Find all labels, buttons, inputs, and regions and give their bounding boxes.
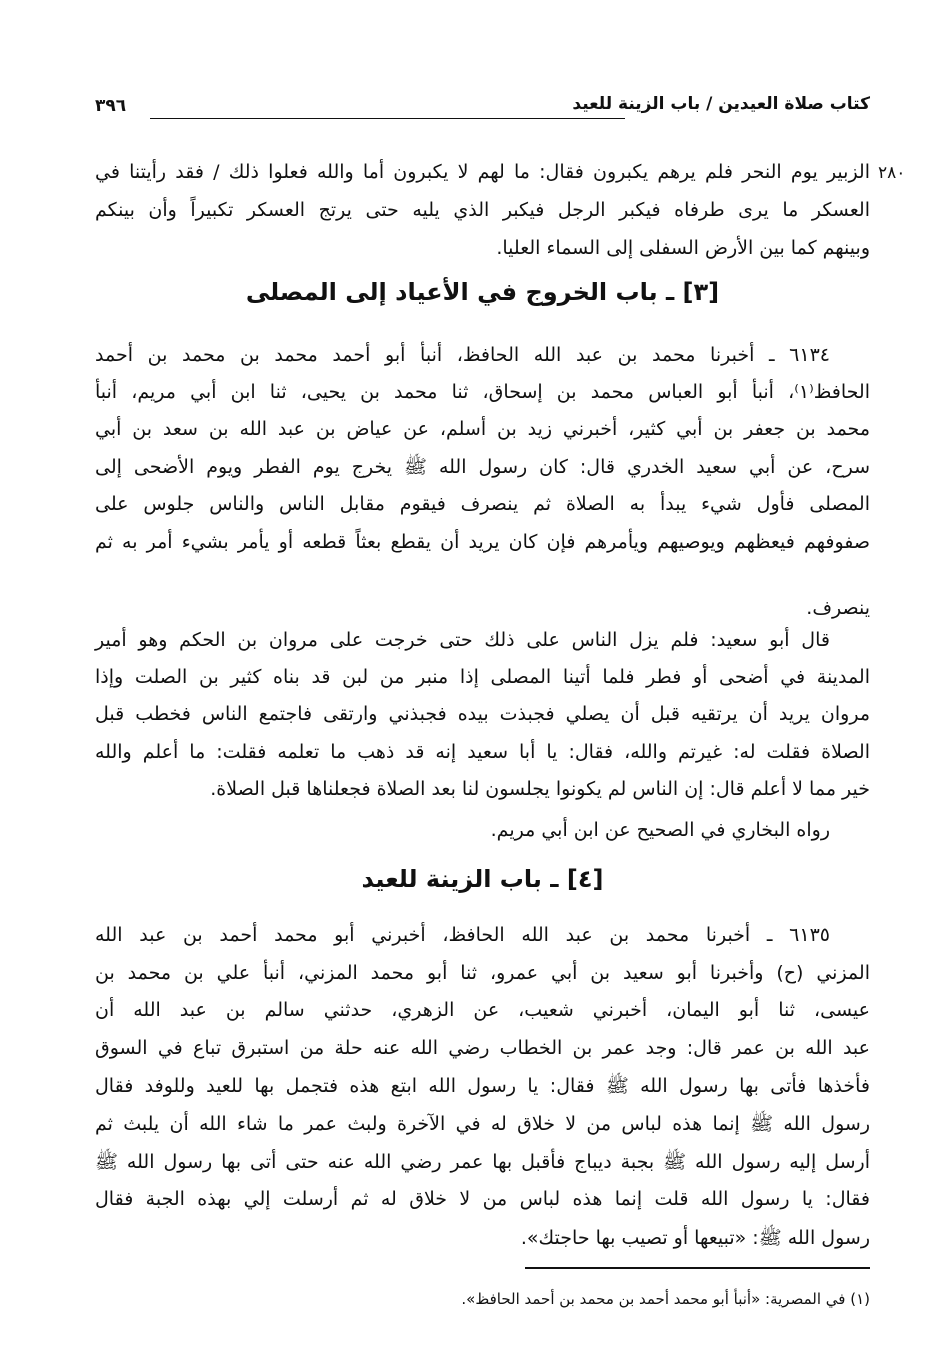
text-line: أرسل إليه رسول الله ﷺ بجبة ديباج فأقبل بها عمر رضي الله عنه حتى أتى بها رسول الله ﷺ	[95, 1151, 870, 1173]
text-line: ٦١٣٤ ـ أخبرنا محمد بن عبد الله الحافظ، أنبأ أبو أحمد محمد بن محمد بن أحمد	[95, 344, 830, 366]
text-line: المصلى فأول شيء يبدأ به الصلاة ثم ينصرف فيقوم مقابل الناس والناس جلوس على	[95, 493, 870, 515]
section-heading: [٣] ـ باب الخروج في الأعياد إلى المصلى	[245, 278, 720, 306]
running-title: كتاب صلاة العيدين / باب الزينة للعيد	[572, 94, 870, 114]
text-line: الحافظ⁽١⁾، أنبأ أبو العباس محمد بن إسحاق، ثنا محمد بن يحيى، ثنا ابن أبي مريم، أنبأ	[95, 381, 870, 403]
text-line: رسول الله ﷺ: «تبيعها أو تصيب بها حاجتك».	[520, 1227, 870, 1249]
margin-page-reference: ٢٨٠	[878, 163, 906, 183]
page-number: ٣٩٦	[95, 96, 127, 116]
text-line: الصلاة فقلت له: غيرتم والله، فقال: يا أبا سعيد إنه قد ذهب ما تعلمه فقلت: ما أعلم والله	[95, 741, 870, 763]
footnote-rule	[525, 1267, 870, 1269]
text-line: الزبير يوم النحر فلم يرهم يكبرون فقال: ما لهم لا يكبرون أما والله فعلوا ذلك / فقد رأيتنا في	[95, 161, 870, 183]
section-heading: [٤] ـ باب الزينة للعيد	[361, 865, 604, 893]
header-rule	[150, 118, 625, 119]
text-line: وبينهم كما بين الأرض السفلى إلى السماء العليا.	[496, 237, 870, 259]
text-line: ٦١٣٥ ـ أخبرنا محمد بن عبد الله الحافظ، أخبرني أبو محمد أحمد بن عبد الله	[95, 924, 830, 946]
text-line: قال أبو سعيد: فلم يزل الناس على ذلك حتى خرجت على مروان بن الحكم وهو أمير	[95, 629, 830, 651]
text-line: خير مما لا أعلم قال: إن الناس لم يكونوا يجلسون لنا بعد الصلاة فجعلناها قبل الصلاة.	[210, 778, 870, 800]
text-line: المزني (ح) وأخبرنا أبو سعيد بن أبي عمرو، ثنا أبو محمد المزني، أنبأ علي بن محمد بن	[95, 962, 870, 984]
text-line: عبد الله بن عمر قال: وجد عمر بن الخطاب رضي الله عنه حلة من استبرق تباع في السوق	[95, 1037, 870, 1059]
text-line: فأخذها فأتى بها رسول الله ﷺ فقال: يا رسول الله ابتع هذه فتجمل بها للعيد وللوفد فقال	[95, 1075, 870, 1097]
text-line: سرح، عن أبي سعيد الخدري قال: كان رسول الله ﷺ يخرج يوم الفطر ويوم الأضحى إلى	[95, 456, 870, 478]
text-line: محمد بن جعفر بن أبي كثير، أخبرني زيد بن أسلم، عن عياض بن عبد الله بن سعد بن أبي	[95, 418, 870, 440]
text-line: العسكر ما يرى طرفاه فيكبر الرجل فيكبر الذي يليه حتى يرتج العسكر تكبيراً وأن بينكم	[95, 199, 870, 221]
attribution-line: رواه البخاري في الصحيح عن ابن أبي مريم.	[490, 819, 830, 841]
text-line: عيسى، ثنا أبو اليمان، أخبرني شعيب، عن الزهري، حدثني سالم بن عبد الله أن	[95, 999, 870, 1021]
text-line: المدينة في أضحى أو فطر فلما أتينا المصلى إذا منبر من لبن قد بناه كثير بن الصلت وإذا	[95, 666, 870, 688]
text-line: رسول الله ﷺ إنما هذه لباس من لا خلاق له في الآخرة ولبث عمر ما شاء الله أن يلبث ثم	[95, 1113, 870, 1135]
text-line: مروان يريد أن يرتقيه قبل أن يصلي فجبذت بيده فجبذني وارتقى فاجتمع الناس فخطب قبل	[95, 703, 870, 725]
footnote: (١) في المصرية: «أنبأ أبو محمد أحمد بن محمد بن أحمد الحافظ».	[461, 1290, 870, 1308]
text-line: فقال: يا رسول الله قلت إنما هذه لباس من لا خلاق له ثم أرسلت إلي بهذه الجبة فقال	[95, 1188, 870, 1210]
running-header	[95, 94, 870, 124]
text-line: ينصرف.	[806, 597, 870, 619]
text-line: صفوفهم فيعظهم ويوصيهم ويأمرهم فإن كان يريد أن يقطع بعثاً قطعه أو يأمر بشيء أمر به ثم	[95, 531, 870, 553]
